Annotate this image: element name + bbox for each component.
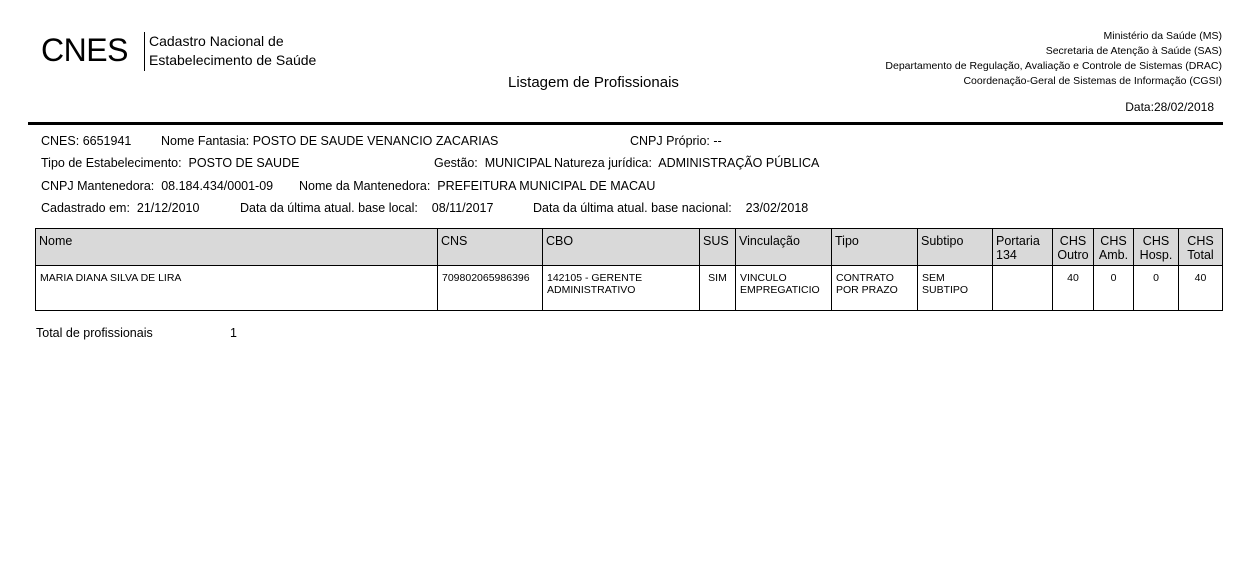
cell-tipo — [832, 266, 918, 311]
header-chs-hosp-line2: Hosp. — [1139, 248, 1173, 262]
management-label: Gestão: — [434, 156, 478, 170]
header-chs-total-line1: CHS — [1187, 234, 1214, 248]
cell-tipo-line2: POR PRAZO — [836, 284, 898, 296]
ministry-line: Coordenação-Geral de Sistemas de Informação (CGSI) — [963, 75, 1222, 87]
fantasy-name-field — [161, 134, 498, 148]
cell-cbo — [543, 266, 700, 311]
total-professionals-label: Total de profissionais — [36, 326, 153, 340]
local-update-label: Data da última atual. base local: — [240, 201, 418, 215]
header-portaria-line1: Portaria — [996, 234, 1040, 248]
header-chs-amb — [1094, 229, 1134, 266]
cell-chs-outro: 40 — [1053, 266, 1094, 311]
cnes-label: CNES: — [41, 134, 80, 148]
establishment-type-field — [41, 156, 299, 170]
maintainer-name-label: Nome da Mantenedora: — [299, 179, 431, 193]
total-professionals-value: 1 — [230, 326, 237, 340]
logo-subtitle — [149, 32, 316, 70]
header-chs-hosp-line1: CHS — [1142, 234, 1170, 248]
national-update-field — [533, 201, 808, 215]
cnpj-label: CNPJ Próprio: — [630, 134, 710, 148]
national-update-label: Data da última atual. base nacional: — [533, 201, 732, 215]
legal-nature-field — [554, 156, 819, 170]
header-chs-total — [1179, 229, 1223, 266]
cell-subtipo — [918, 266, 993, 311]
table-header-row — [36, 229, 1223, 266]
header-chs-amb-line1: CHS — [1100, 234, 1127, 248]
maintainer-name-value: PREFEITURA MUNICIPAL DE MACAU — [437, 179, 656, 193]
header-vinculacao: Vinculação — [736, 229, 832, 266]
cell-vinculacao-line2: EMPREGATICIO — [740, 284, 820, 296]
table-row — [36, 266, 1223, 311]
cnes-field — [41, 134, 131, 148]
header-nome: Nome — [36, 229, 438, 266]
cell-chs-hosp: 0 — [1134, 266, 1179, 311]
cell-vinculacao-line1: VINCULO — [740, 272, 787, 284]
registered-date-value: 21/12/2010 — [136, 201, 200, 215]
logo-subtitle-line2: Estabelecimento de Saúde — [149, 52, 317, 68]
registered-date-label: Cadastrado em: — [41, 201, 130, 215]
maintainer-cnpj-label: CNPJ Mantenedora: — [41, 179, 155, 193]
local-update-field — [240, 201, 493, 215]
ministry-block — [885, 29, 1222, 89]
cell-portaria — [993, 266, 1053, 311]
cnpj-field — [630, 134, 722, 148]
legal-nature-value: ADMINISTRAÇÃO PÚBLICA — [658, 156, 820, 170]
cnes-value: 6651941 — [82, 134, 132, 148]
header-portaria-line2: 134 — [996, 248, 1017, 262]
cnpj-value: -- — [713, 134, 722, 148]
header-cns: CNS — [438, 229, 543, 266]
local-update-value: 08/11/2017 — [431, 201, 494, 215]
header-portaria — [993, 229, 1053, 266]
ministry-line: Secretaria de Atenção à Saúde (SAS) — [1045, 45, 1222, 57]
header-chs-hosp — [1134, 229, 1179, 266]
maintainer-cnpj-value: 08.184.434/0001-09 — [161, 179, 274, 193]
ministry-line: Ministério da Saúde (MS) — [1103, 30, 1222, 42]
header-divider — [28, 122, 1223, 125]
fantasy-name-value: POSTO DE SAUDE VENANCIO ZACARIAS — [252, 134, 499, 148]
cell-chs-total: 40 — [1179, 266, 1223, 311]
header-chs-total-line2: Total — [1187, 248, 1214, 262]
cell-nome: MARIA DIANA SILVA DE LIRA — [36, 266, 438, 311]
header-chs-amb-line2: Amb. — [1098, 248, 1129, 262]
establishment-type-label: Tipo de Estabelecimento: — [41, 156, 182, 170]
fantasy-name-label: Nome Fantasia: — [161, 134, 250, 148]
cnes-logo: CNES — [41, 32, 128, 68]
cell-cbo-line2: ADMINISTRATIVO — [547, 284, 636, 296]
cell-tipo-line1: CONTRATO — [836, 272, 894, 284]
header-tipo: Tipo — [832, 229, 918, 266]
header-sus: SUS — [700, 229, 736, 266]
maintainer-cnpj-field — [41, 179, 273, 193]
cell-subtipo-line2: SUBTIPO — [922, 284, 969, 296]
management-value: MUNICIPAL — [484, 156, 552, 170]
professionals-table — [35, 228, 1223, 311]
management-field — [434, 156, 552, 170]
cell-cns: 709802065986396 — [438, 266, 543, 311]
header-chs-outro-line2: Outro — [1057, 248, 1089, 262]
logo-subtitle-line1: Cadastro Nacional de — [149, 33, 284, 49]
cell-sus: SIM — [700, 266, 736, 311]
maintainer-name-field — [299, 179, 655, 193]
header-cbo: CBO — [543, 229, 700, 266]
national-update-value: 23/02/2018 — [745, 201, 809, 215]
date-label: Data: — [1125, 100, 1154, 114]
establishment-type-value: POSTO DE SAUDE — [188, 156, 300, 170]
report-title: Listagem de Profissionais — [508, 74, 679, 91]
cell-subtipo-line1: SEM — [922, 272, 945, 284]
registered-date-field — [41, 201, 199, 215]
report-date — [1125, 100, 1214, 114]
header-subtipo: Subtipo — [918, 229, 993, 266]
legal-nature-label: Natureza jurídica: — [554, 156, 652, 170]
header-chs-outro-line1: CHS — [1059, 234, 1087, 248]
date-value: 28/02/2018 — [1153, 100, 1214, 114]
ministry-line: Departamento de Regulação, Avaliação e Controle de Sistemas (DRAC) — [885, 60, 1222, 72]
header-chs-outro — [1053, 229, 1094, 266]
logo-divider — [144, 32, 145, 71]
cell-vinculacao — [736, 266, 832, 311]
cell-cbo-line1: 142105 - GERENTE — [547, 272, 643, 284]
cell-chs-amb: 0 — [1094, 266, 1134, 311]
